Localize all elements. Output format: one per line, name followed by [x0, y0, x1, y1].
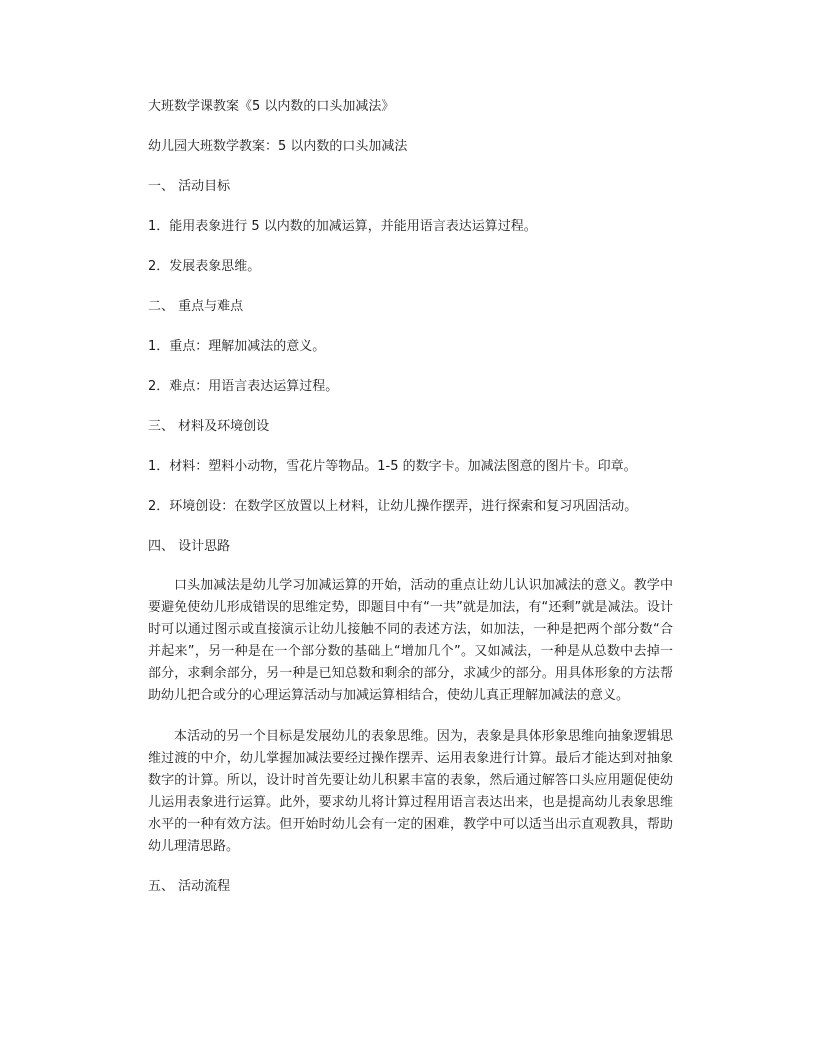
section-heading-goals: 一、 活动目标	[148, 179, 231, 194]
list-item: 2．难点：用语言表达运算过程。	[148, 379, 339, 394]
list-item: 1．重点：理解加减法的意义。	[148, 339, 326, 354]
list-item: 2．发展表象思维。	[148, 259, 261, 274]
document-subtitle: 幼儿园大班数学教案：5 以内数的口头加减法	[148, 139, 408, 154]
section-heading-materials: 三、 材料及环境创设	[148, 419, 270, 434]
list-item: 2．环境创设：在数学区放置以上材料，让幼儿操作摆弄，进行探索和复习巩固活动。	[148, 499, 638, 514]
section-heading-process: 五、 活动流程	[148, 879, 231, 894]
section-heading-focus: 二、 重点与难点	[148, 299, 244, 314]
list-item: 1．材料：塑料小动物，雪花片等物品。1-5 的数字卡。加减法图意的图片卡。印章。	[148, 459, 637, 474]
list-item: 1．能用表象进行 5 以内数的加减运算，并能用语言表达运算过程。	[148, 219, 537, 234]
body-paragraph: 口头加减法是幼儿学习加减运算的开始，活动的重点让幼儿认识加减法的意义。教学中要避免使幼儿形成错误的思维定势，即题目中有“一共”就是加法，有“还剩”就是减法。设计时可以通过图示或直接演示让幼儿接触不同的表述方法，如加法，一种是把两个部分数“合并起来”，另一种是在一个部分数的基础上“增加几个”。又如减法，一种是从总数中去掉一部分，求剩余部分，另一种是已知总数和剩余的部分，求减少的部分。用具体形象的方法帮助幼儿把合或分的心理运算活动与加减运算相结合，使幼儿真正理解加减法的意义。	[148, 578, 673, 703]
section-heading-design: 四、 设计思路	[148, 539, 231, 554]
document-title: 大班数学课教案《5 以内数的口头加减法》	[148, 99, 395, 114]
document-body	[148, 97, 673, 897]
body-paragraph: 本活动的另一个目标是发展幼儿的表象思维。因为，表象是具体形象思维向抽象逻辑思维过渡的中介，幼儿掌握加减法要经过操作摆弄、运用表象进行计算。最后才能达到对抽象数字的计算。所以，设计时首先要让幼儿积累丰富的表象，然后通过解答口头应用题促使幼儿运用表象进行运算。此外，要求幼儿将计算过程用语言表达出来，也是提高幼儿表象思维水平的一种有效方法。但开始时幼儿会有一定的困难，教学中可以适当出示直观教具，帮助幼儿理清思路。	[148, 729, 673, 854]
